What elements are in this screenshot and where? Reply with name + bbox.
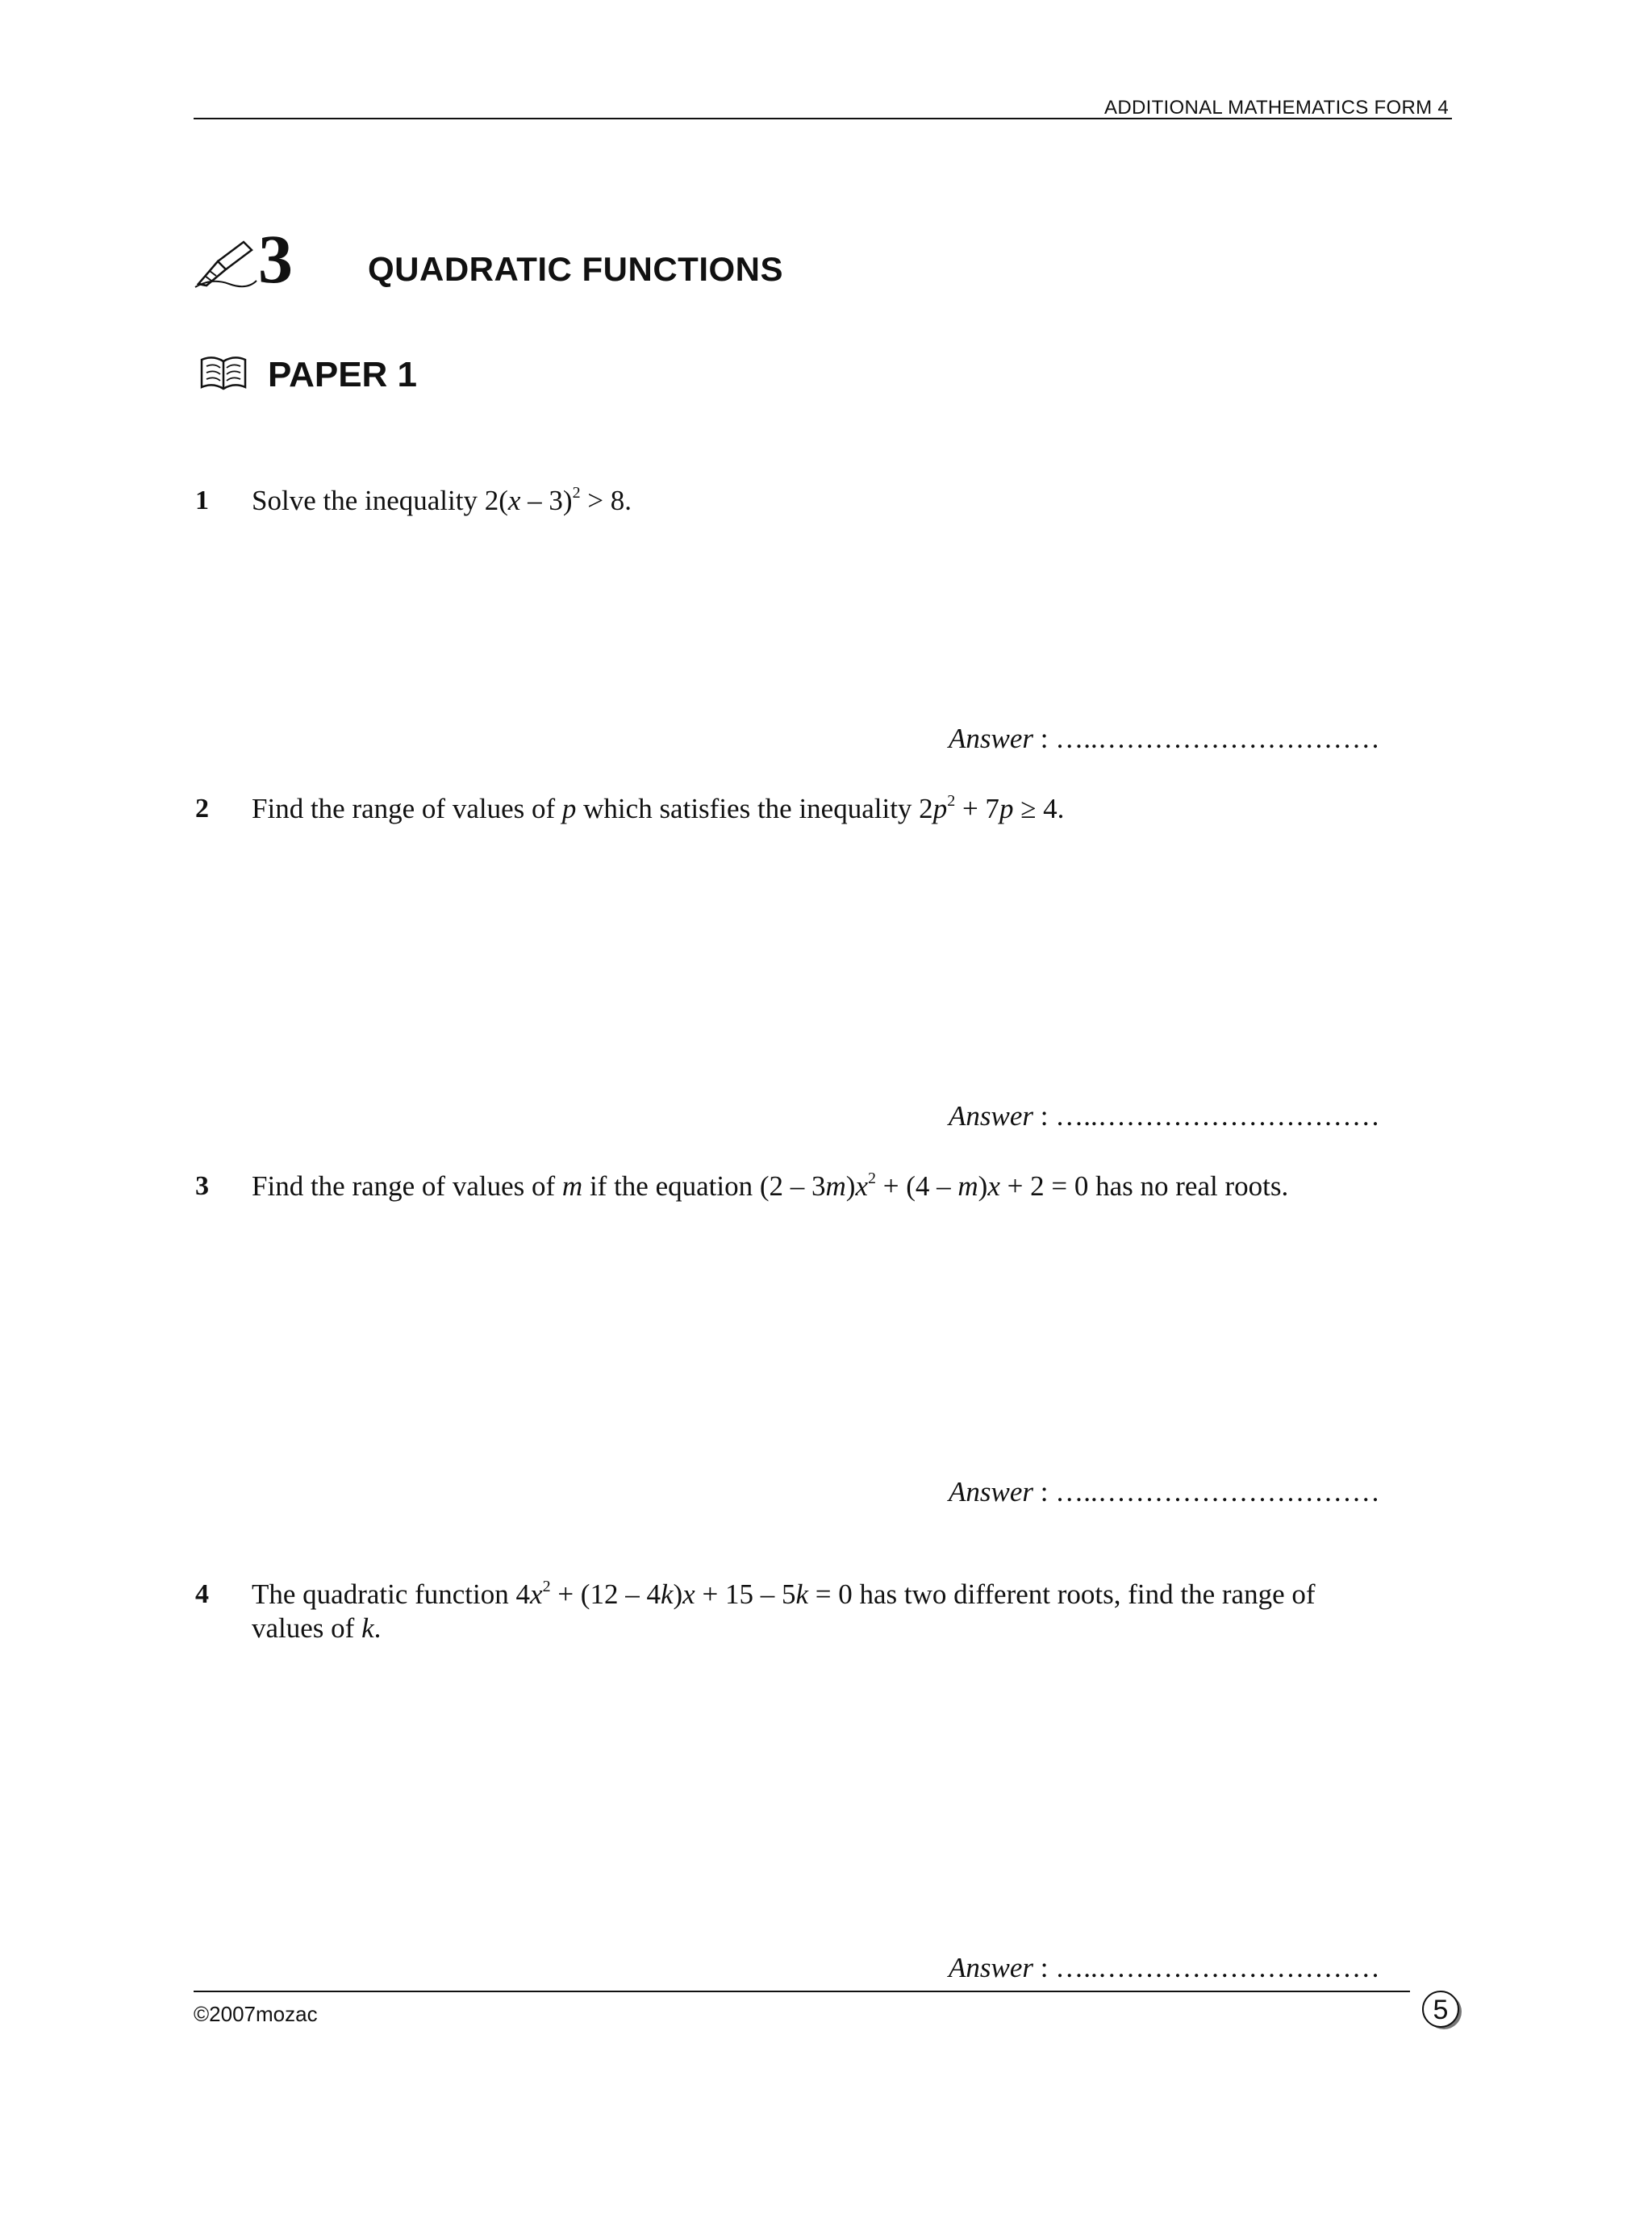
question-number: 1 bbox=[195, 486, 209, 515]
chapter-number: 3 bbox=[258, 220, 293, 298]
running-head: ADDITIONAL MATHEMATICS FORM 4 bbox=[1104, 97, 1449, 119]
question-number: 3 bbox=[195, 1171, 209, 1201]
question-number: 4 bbox=[195, 1579, 209, 1609]
open-book-icon bbox=[198, 353, 248, 394]
answer-line: Answer : …..………………………… bbox=[949, 723, 1380, 754]
question-text: Solve the inequality 2(x – 3)$^2$ > 8. bbox=[252, 484, 632, 516]
writing-hand-icon bbox=[194, 237, 258, 289]
answer-line: Answer : …..………………………… bbox=[949, 1476, 1380, 1507]
copyright: ©2007mozac bbox=[194, 2002, 318, 2026]
page-number: 5 bbox=[1433, 1995, 1449, 2025]
paper-title: PAPER 1 bbox=[268, 355, 418, 394]
answer-line: Answer : …..………………………… bbox=[949, 1100, 1380, 1132]
header-rule bbox=[194, 118, 1452, 119]
answer-line: Answer : …..………………………… bbox=[949, 1952, 1380, 1983]
question-text: Find the range of values of m if the equation $(2 - 3m)x^2 + (4 - m)x + 2 = 0$ has no real roots. bbox=[252, 1170, 1289, 1202]
footer-rule bbox=[194, 1991, 1410, 1992]
question-text: The quadratic function $4x^2 + (12 - 4k)x + 15 - 5k = 0$ has two different roots, find the range of values of k. bbox=[252, 1578, 1316, 1644]
question-number: 2 bbox=[195, 794, 209, 824]
question-text: Find the range of values of p which satisfies the inequality $2p^2 + 7p \ge 4$. bbox=[252, 792, 1065, 824]
chapter-title: QUADRATIC FUNCTIONS bbox=[368, 250, 784, 288]
